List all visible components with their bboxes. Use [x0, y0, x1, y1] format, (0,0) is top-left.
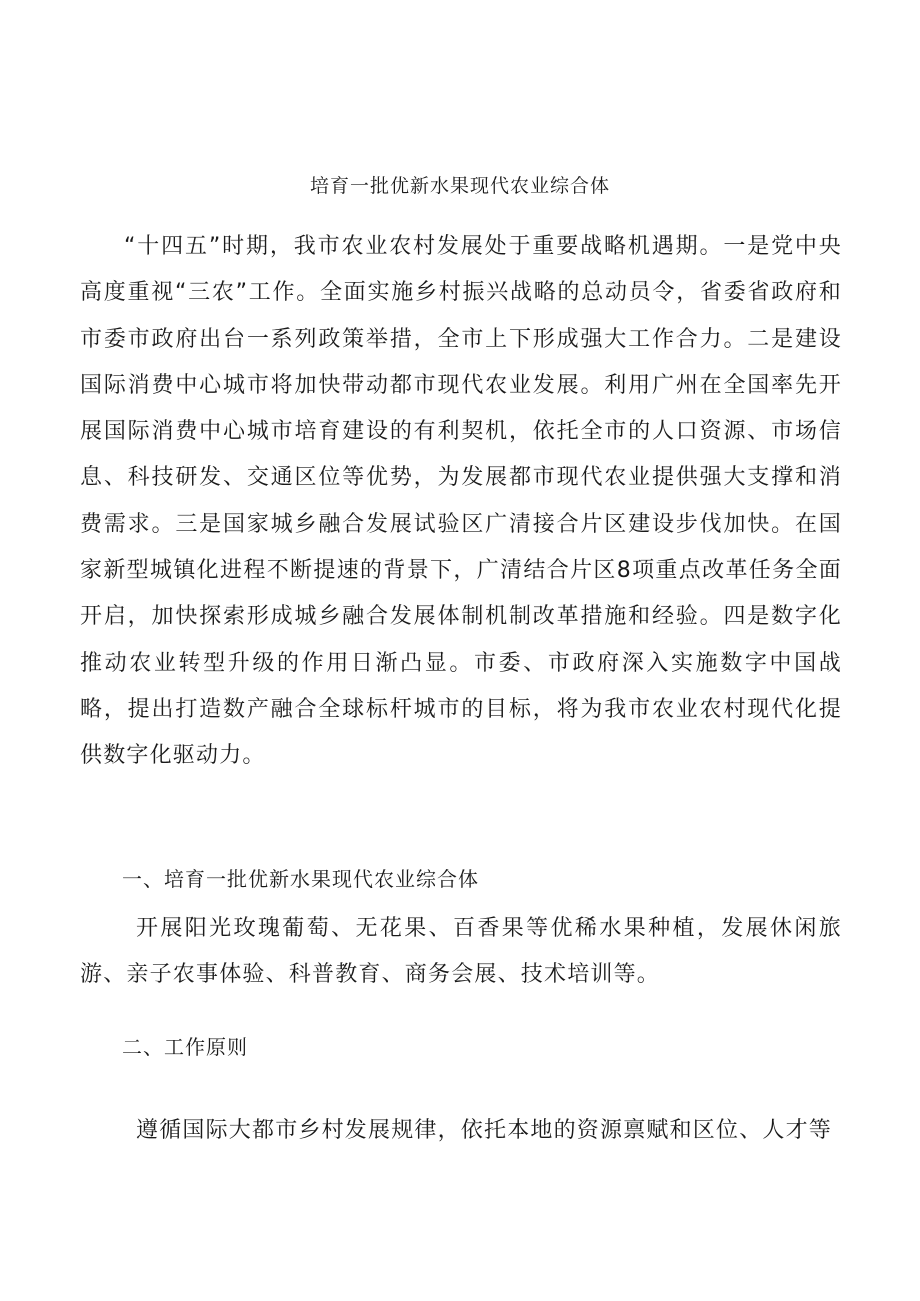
- section-paragraph-1: 开展阳光玫瑰葡萄、无花果、百香果等优稀水果种植，发展休闲旅游、亲子农事体验、科普教育、商务会展、技术培训等。: [80, 916, 842, 987]
- section-heading-1: 一、培育一批优新水果现代农业综合体: [122, 867, 479, 891]
- section-heading-2: 二、工作原则: [122, 1035, 248, 1059]
- intro-paragraph: “十四五”时期，我市农业农村发展处于重要战略机遇期。一是党中央高度重视“三农”工作。全面实施乡村振兴战略的总动员令，省委省政府和市委市政府出台一系列政策举措，全市上下形成强大工作合力。二是建设国际消费中心城市将加快带动都市现代农业发展。利用广州在全国率先开展国际消费中心城市培育建设的有利契机，依托全市的人口资源、市场信息、科技研发、交通区位等优势，为发展都市现代农业提供强大支撑和消费需求。三是国家城乡融合发展试验区广清接合片区建设步伐加快。在国家新型城镇化进程不断提速的背景下，广清结合片区8项重点改革任务全面开启，加快探索形成城乡融合发展体制机制改革措施和经验。四是数字化推动农业转型升级的作用日渐凸显。市委、市政府深入实施数字中国战略，提出打造数产融合全球标杆城市的目标，将为我市农业农村现代化提供数字化驱动力。: [80, 234, 842, 769]
- section-paragraph-2: 遵循国际大都市乡村发展规律，依托本地的资源禀赋和区位、人才等: [136, 1118, 833, 1143]
- document-title: 培育一批优新水果现代农业综合体: [309, 175, 610, 197]
